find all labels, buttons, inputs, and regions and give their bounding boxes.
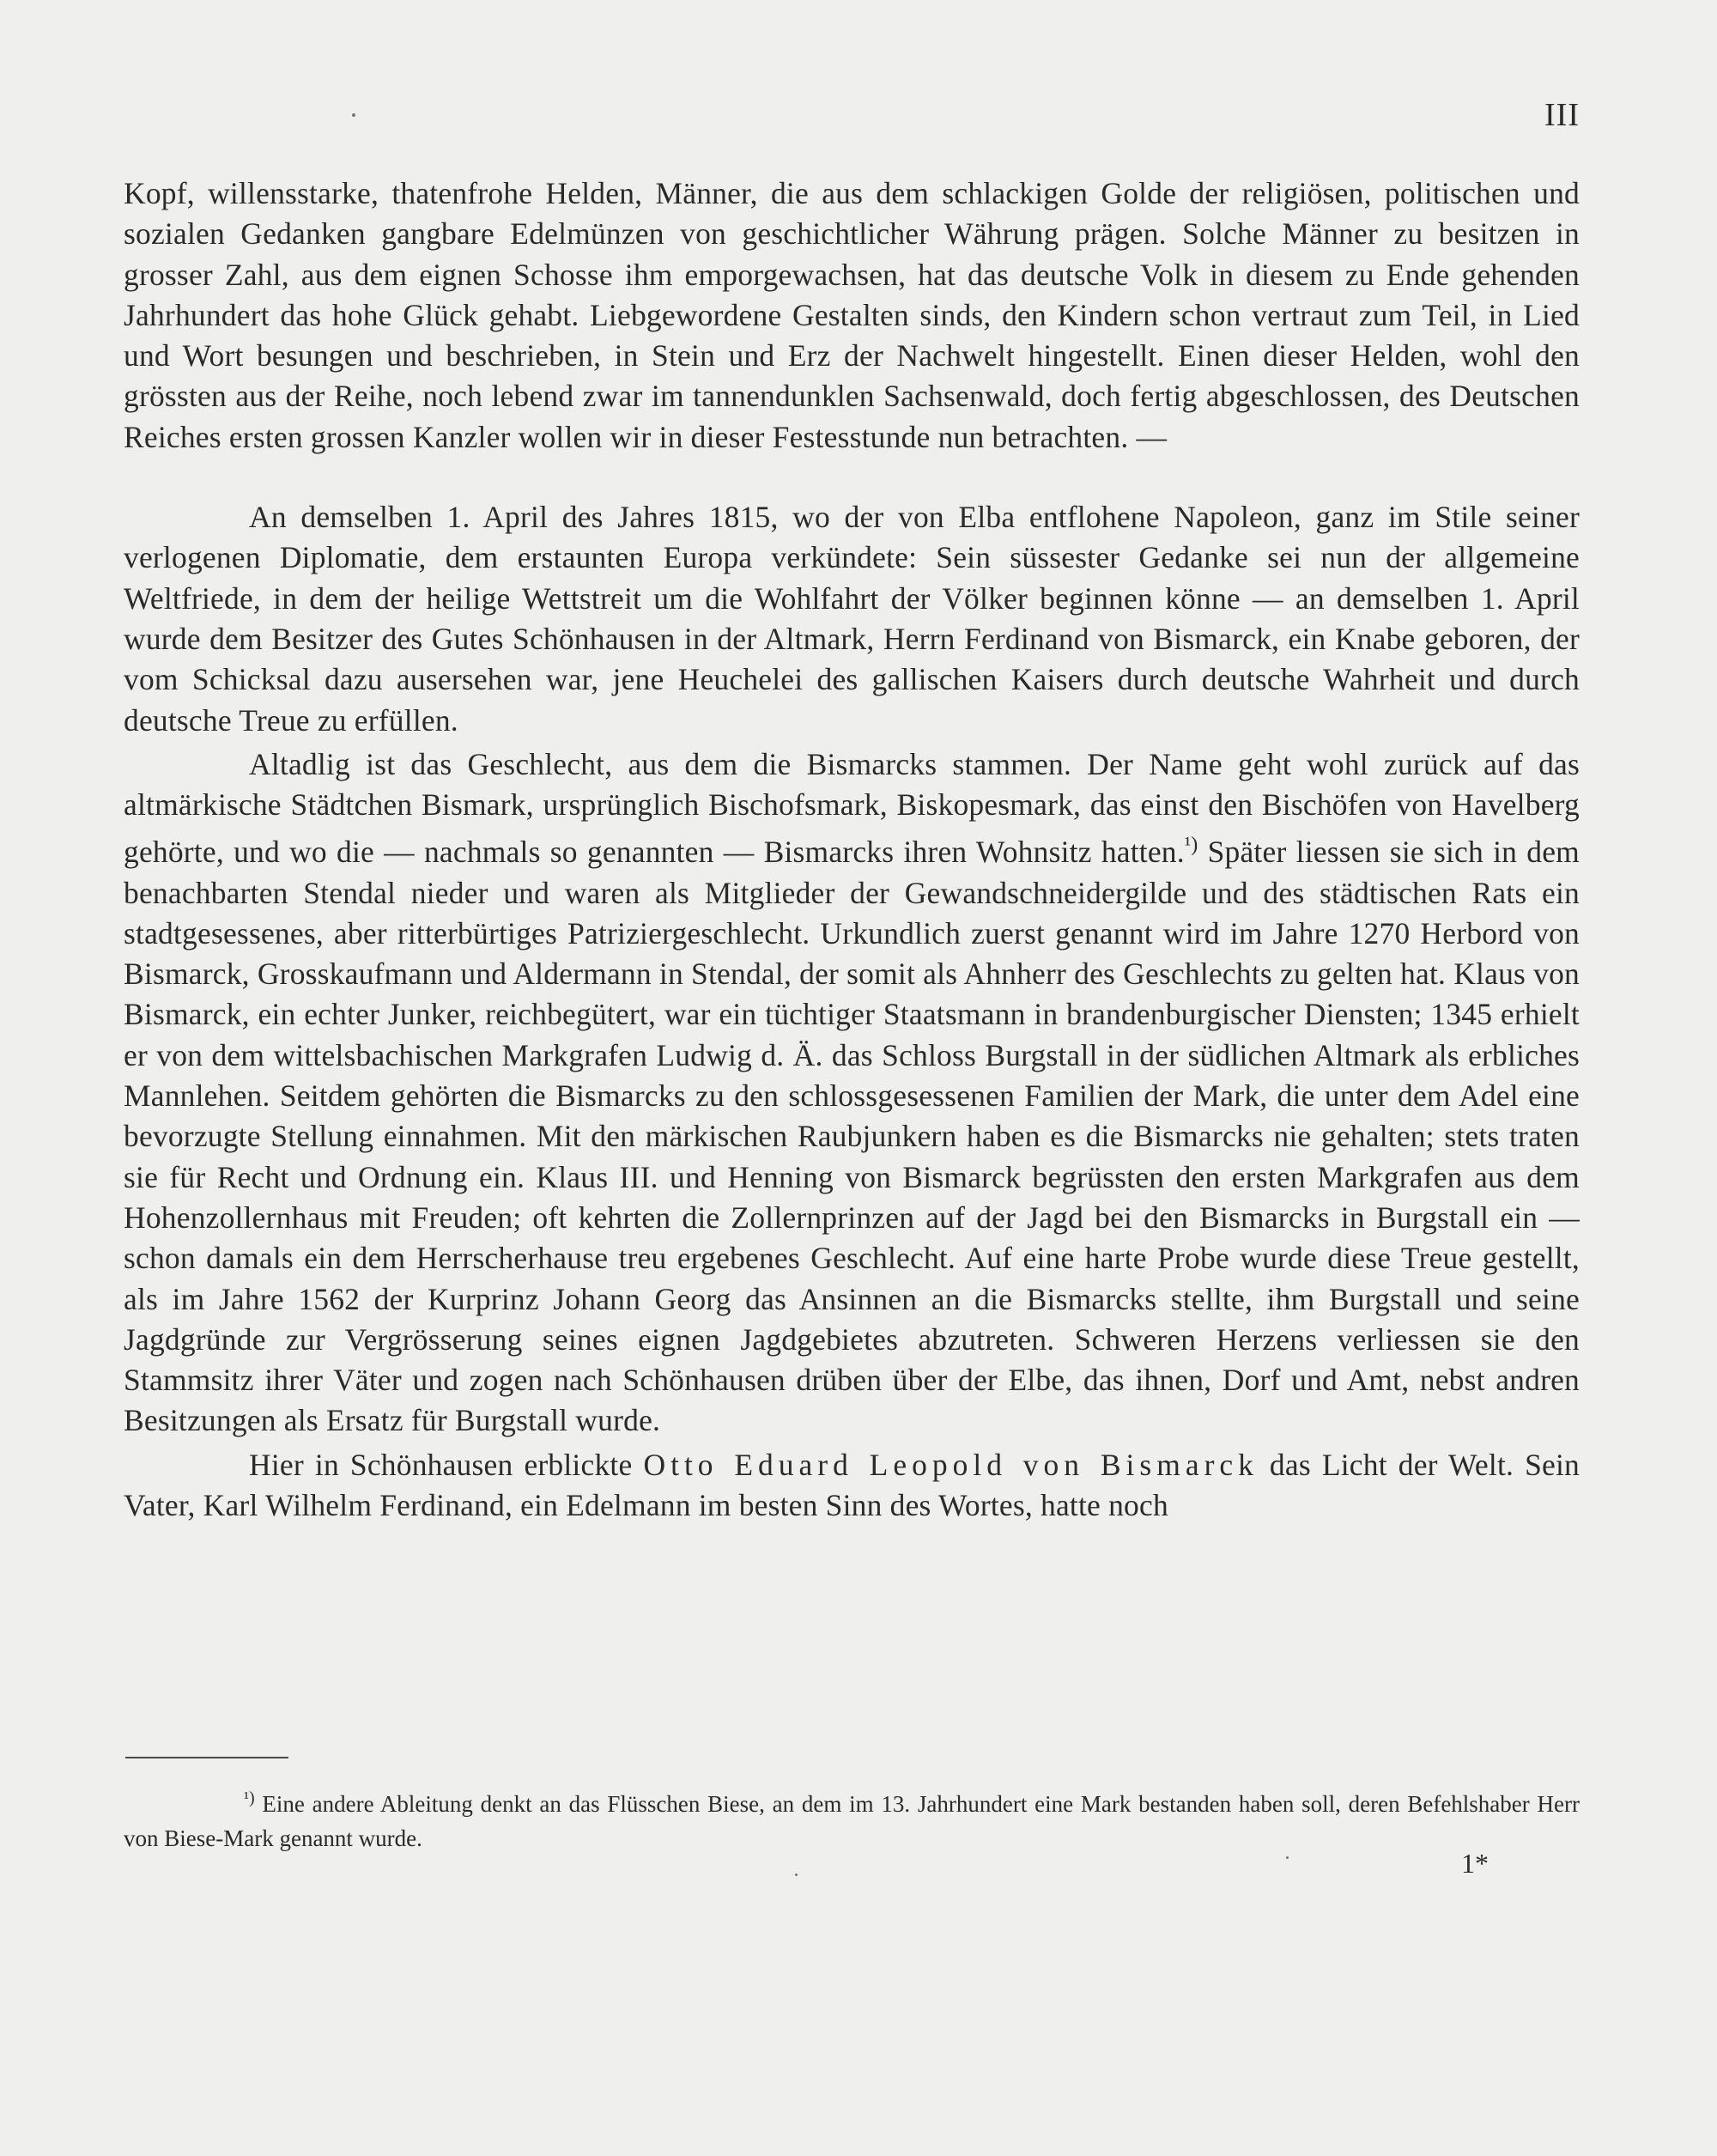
paper-speck xyxy=(1286,1856,1289,1859)
paragraph-3-part-1: Altadlig ist das Geschlecht, aus dem die Bismarcks stammen. Der Name geht wohl zurück auf das altmärkische Städtchen Bismark, ursprünglich Bischofsmark, Biskopesmark, das einst den Bischöfen von Havelberg gehörte, und wo die — nachmals so genannten — Bismarcks ihren Wohnsitz hatten. xyxy=(124,746,1580,870)
paragraph-1: Kopf, willensstarke, thatenfrohe Helden, Männer, die aus dem schlackigen Golde der religiösen, politischen und sozialen Gedanken gangbare Edelmünzen von geschichtlicher Währung prägen. Solche Männer zu besitzen in grosser Zahl, aus dem eignen Schosse ihm emporgewachsen, hat das deutsche Volk in diesem zu Ende gehenden Jahrhundert das hohe Glück gehabt. Liebgewordene Gestalten sinds, den Kindern schon vertraut zum Teil, in Lied und Wort besungen und beschrieben, in Stein und Erz der Nachwelt hingestellt. Einen dieser Helden, wohl den grössten aus der Reihe, noch lebend zwar im tannendunklen Sachsenwald, doch fertig abgeschlossen, des Deutschen Reiches ersten grossen Kanzler wollen wir in dieser Festesstunde nun betrachten. — xyxy=(124,176,1580,454)
paper-speck xyxy=(352,113,355,117)
paragraph-4-part-1: Hier in Schönhausen erblickte xyxy=(249,1447,644,1482)
main-text xyxy=(124,173,1580,1526)
page-number: III xyxy=(1544,97,1580,133)
paper-speck xyxy=(795,1874,798,1876)
paragraph-3-part-2: Später liessen sie sich in dem benachbarten Stendal nieder und waren als Mitglieder der Gewandschneidergilde und des städtischen Rats ein stadtgesessenes, aber ritterbürtiges Patriziergeschlecht. Urkundlich zuerst genannt wird im Jahre 1270 Herbord von Bismarck, Grosskaufmann und Aldermann in Stendal, der somit als Ahnherr des Geschlechts zu gelten hat. Klaus von Bismarck, ein echter Junker, reichbegütert, war ein tüchtiger Staatsmann in brandenburgischer Diensten; 1345 erhielt er von dem wittelsbachischen Markgrafen Ludwig d. Ä. das Schloss Burgstall in der südlichen Altmark als erbliches Mannlehen. Seitdem gehörten die Bismarcks zu den schlossgesessenen Familien der Mark, die unter dem Adel eine bevorzugte Stellung einnahmen. Mit den märkischen Raubjunkern haben es die Bismarcks nie gehalten; stets traten sie für Recht und Ordnung ein. Klaus III. und Henning von Bismarck begrüssten den ersten Markgrafen aus dem Hohenzollernhaus mit Freuden; oft kehrten die Zollernprinzen auf der Jagd bei den Bismarcks in Burgstall ein — schon damals ein dem Herrscherhause treu ergebenes Geschlecht. Auf eine harte Probe wurde diese Treue gestellt, als im Jahre 1562 der Kurprinz Johann Georg das Ansinnen an die Bismarcks stellte, ihm Burgstall und seine Jagdgründe zur Vergrösserung seines eignen Jagdgebietes abzutreten. Schweren Herzens verliessen sie den Stammsitz ihrer Väter und zogen nach Schönhausen drüben über der Elbe, das ihnen, Dorf und Amt, nebst andren Besitzungen als Ersatz für Burgstall wurde. xyxy=(124,835,1580,1438)
footnote-divider xyxy=(125,1757,288,1758)
footnote-reference[interactable]: ¹) xyxy=(1184,834,1198,857)
signature-mark: 1* xyxy=(1461,1848,1489,1879)
footnotes xyxy=(124,1781,1580,1855)
paragraph-3 xyxy=(124,744,1580,1442)
footnote-marker: ¹) xyxy=(244,1789,255,1807)
paragraph-4 xyxy=(124,1445,1580,1527)
footnote-text: Eine andere Ableitung denkt an das Flüsschen Biese, an dem im 13. Jahrhundert eine Mark bestanden haben soll, deren Befehlshaber Herr von Biese-Mark genannt wurde. xyxy=(124,1791,1580,1851)
footnote-1 xyxy=(124,1781,1580,1855)
paragraph-4-part-2: das Licht der Welt. Sein Vater, Karl Wilhelm Ferdinand, ein Edelmann im besten Sinn des Wortes, hatte noch xyxy=(124,1447,1580,1523)
paragraph-2: An demselben 1. April des Jahres 1815, wo der von Elba entflohene Napoleon, ganz im Stile seiner verlogenen Diplomatie, dem erstaunten Europa verkündete: Sein süssester Gedanke sei nun der allgemeine Weltfriede, in dem der heilige Wettstreit um die Wohlfahrt der Völker beginnen könne — an demselben 1. April wurde dem Besitzer des Gutes Schönhausen in der Altmark, Herrn Ferdinand von Bismarck, ein Knabe geboren, der vom Schicksal dazu ausersehen war, jene Heuchelei des gallischen Kaisers durch deutsche Wahrheit und durch deutsche Treue zu erfüllen. xyxy=(124,500,1580,738)
spaced-name: Otto Eduard Leopold von Bismarck xyxy=(643,1447,1259,1482)
